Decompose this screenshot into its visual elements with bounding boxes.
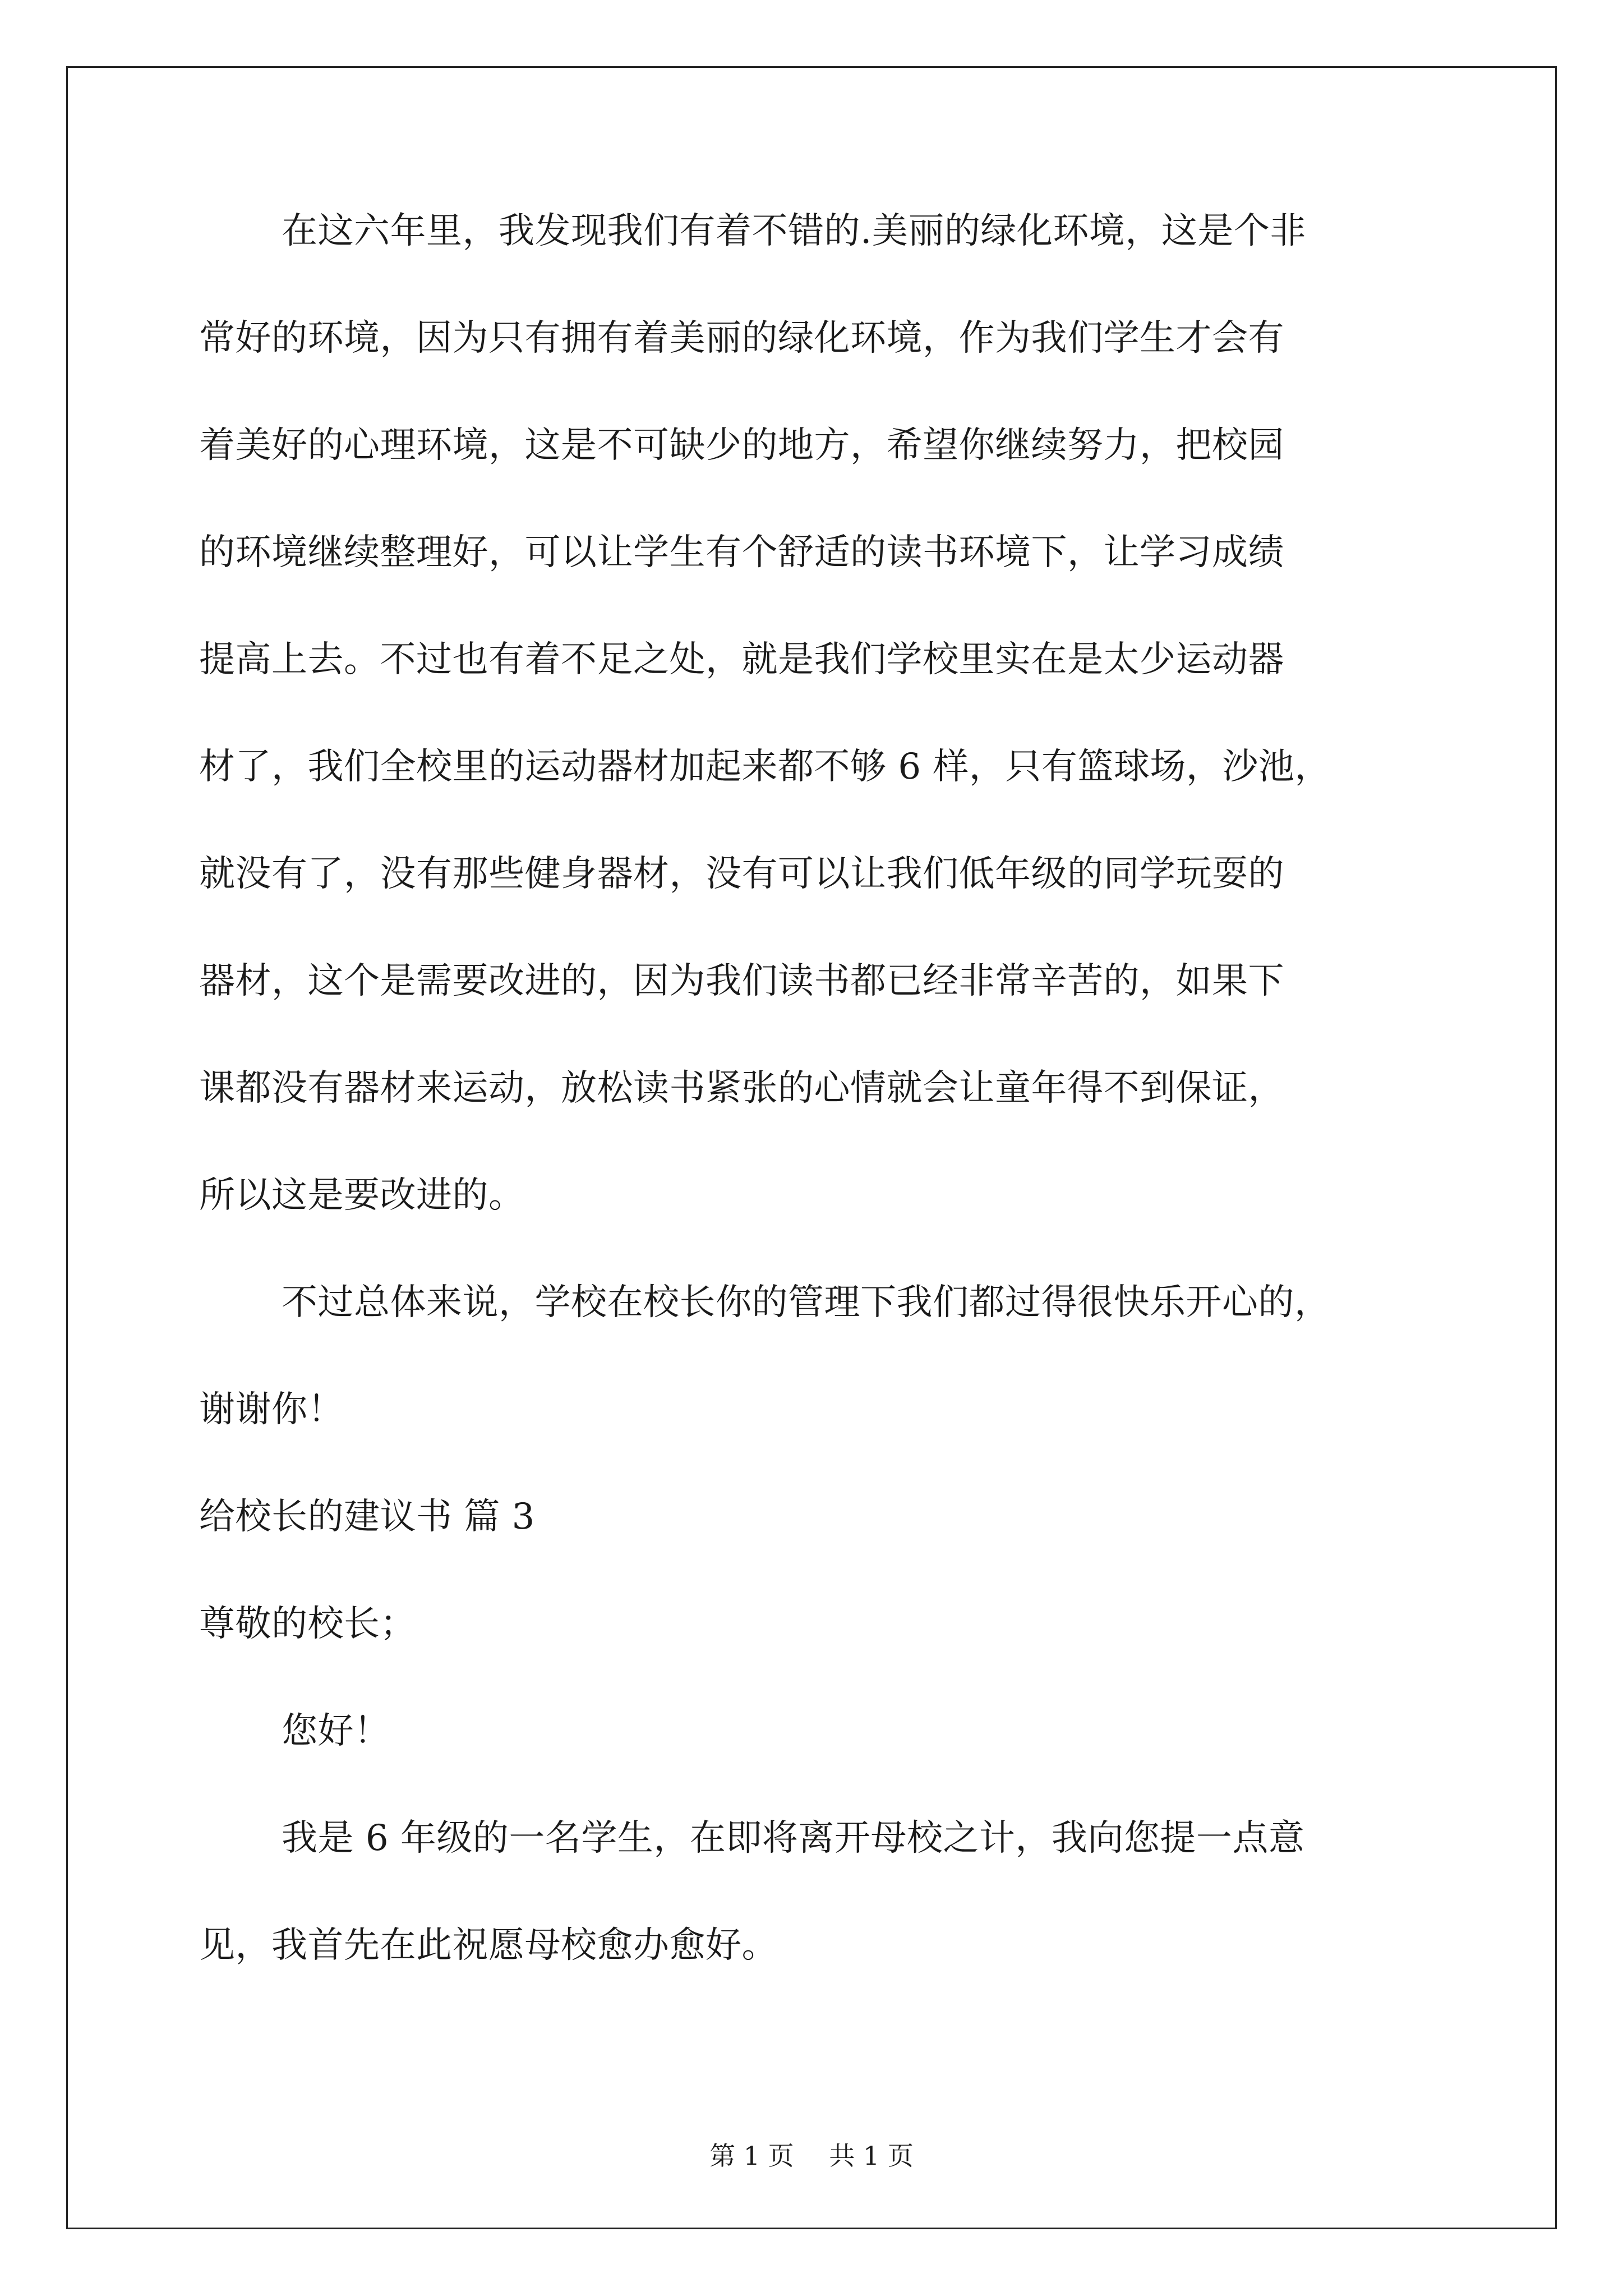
text-line: 不过总体来说，学校在校长你的管理下我们都过得很快乐开心的， — [282, 1282, 1331, 1323]
text-line: 见，我首先在此祝愿母校愈办愈好。 — [199, 1925, 778, 1966]
text-line: 在这六年里，我发现我们有着不错的.美丽的绿化环境，这是个非 — [282, 210, 1306, 252]
document-body — [199, 210, 1438, 2035]
page-footer — [0, 2143, 1623, 2169]
text-line: 常好的环境，因为只有拥有着美丽的绿化环境，作为我们学生才会有 — [199, 318, 1284, 359]
text-line: 着美好的心理环境，这是不可缺少的地方，希望你继续努力，把校园 — [199, 425, 1284, 466]
salutation: 尊敬的校长； — [199, 1603, 416, 1645]
text-line: 的环境继续整理好，可以让学生有个舒适的读书环境下，让学习成绩 — [199, 532, 1284, 573]
text-line: 就没有了，没有那些健身器材，没有可以让我们低年级的同学玩耍的 — [199, 853, 1284, 895]
text-line: 材了，我们全校里的运动器材加起来都不够 6 样，只有篮球场，沙池， — [199, 746, 1331, 788]
text-line: 所以这是要改进的。 — [199, 1175, 525, 1216]
text-line: 提高上去。不过也有着不足之处，就是我们学校里实在是太少运动器 — [199, 639, 1284, 680]
section-heading: 给校长的建议书 篇 3 — [199, 1496, 535, 1538]
text-line: 课都没有器材来运动，放松读书紧张的心情就会让童年得不到保证， — [199, 1068, 1284, 1109]
page-number: 第 1 页 — [709, 2141, 794, 2171]
text-line: 谢谢你！ — [199, 1389, 344, 1430]
text-line: 我是 6 年级的一名学生，在即将离开母校之计，我向您提一点意 — [282, 1818, 1305, 1859]
text-line: 器材，这个是需要改进的，因为我们读书都已经非常辛苦的，如果下 — [199, 960, 1284, 1002]
greeting: 您好！ — [282, 1710, 390, 1752]
page-total: 共 1 页 — [829, 2141, 914, 2171]
